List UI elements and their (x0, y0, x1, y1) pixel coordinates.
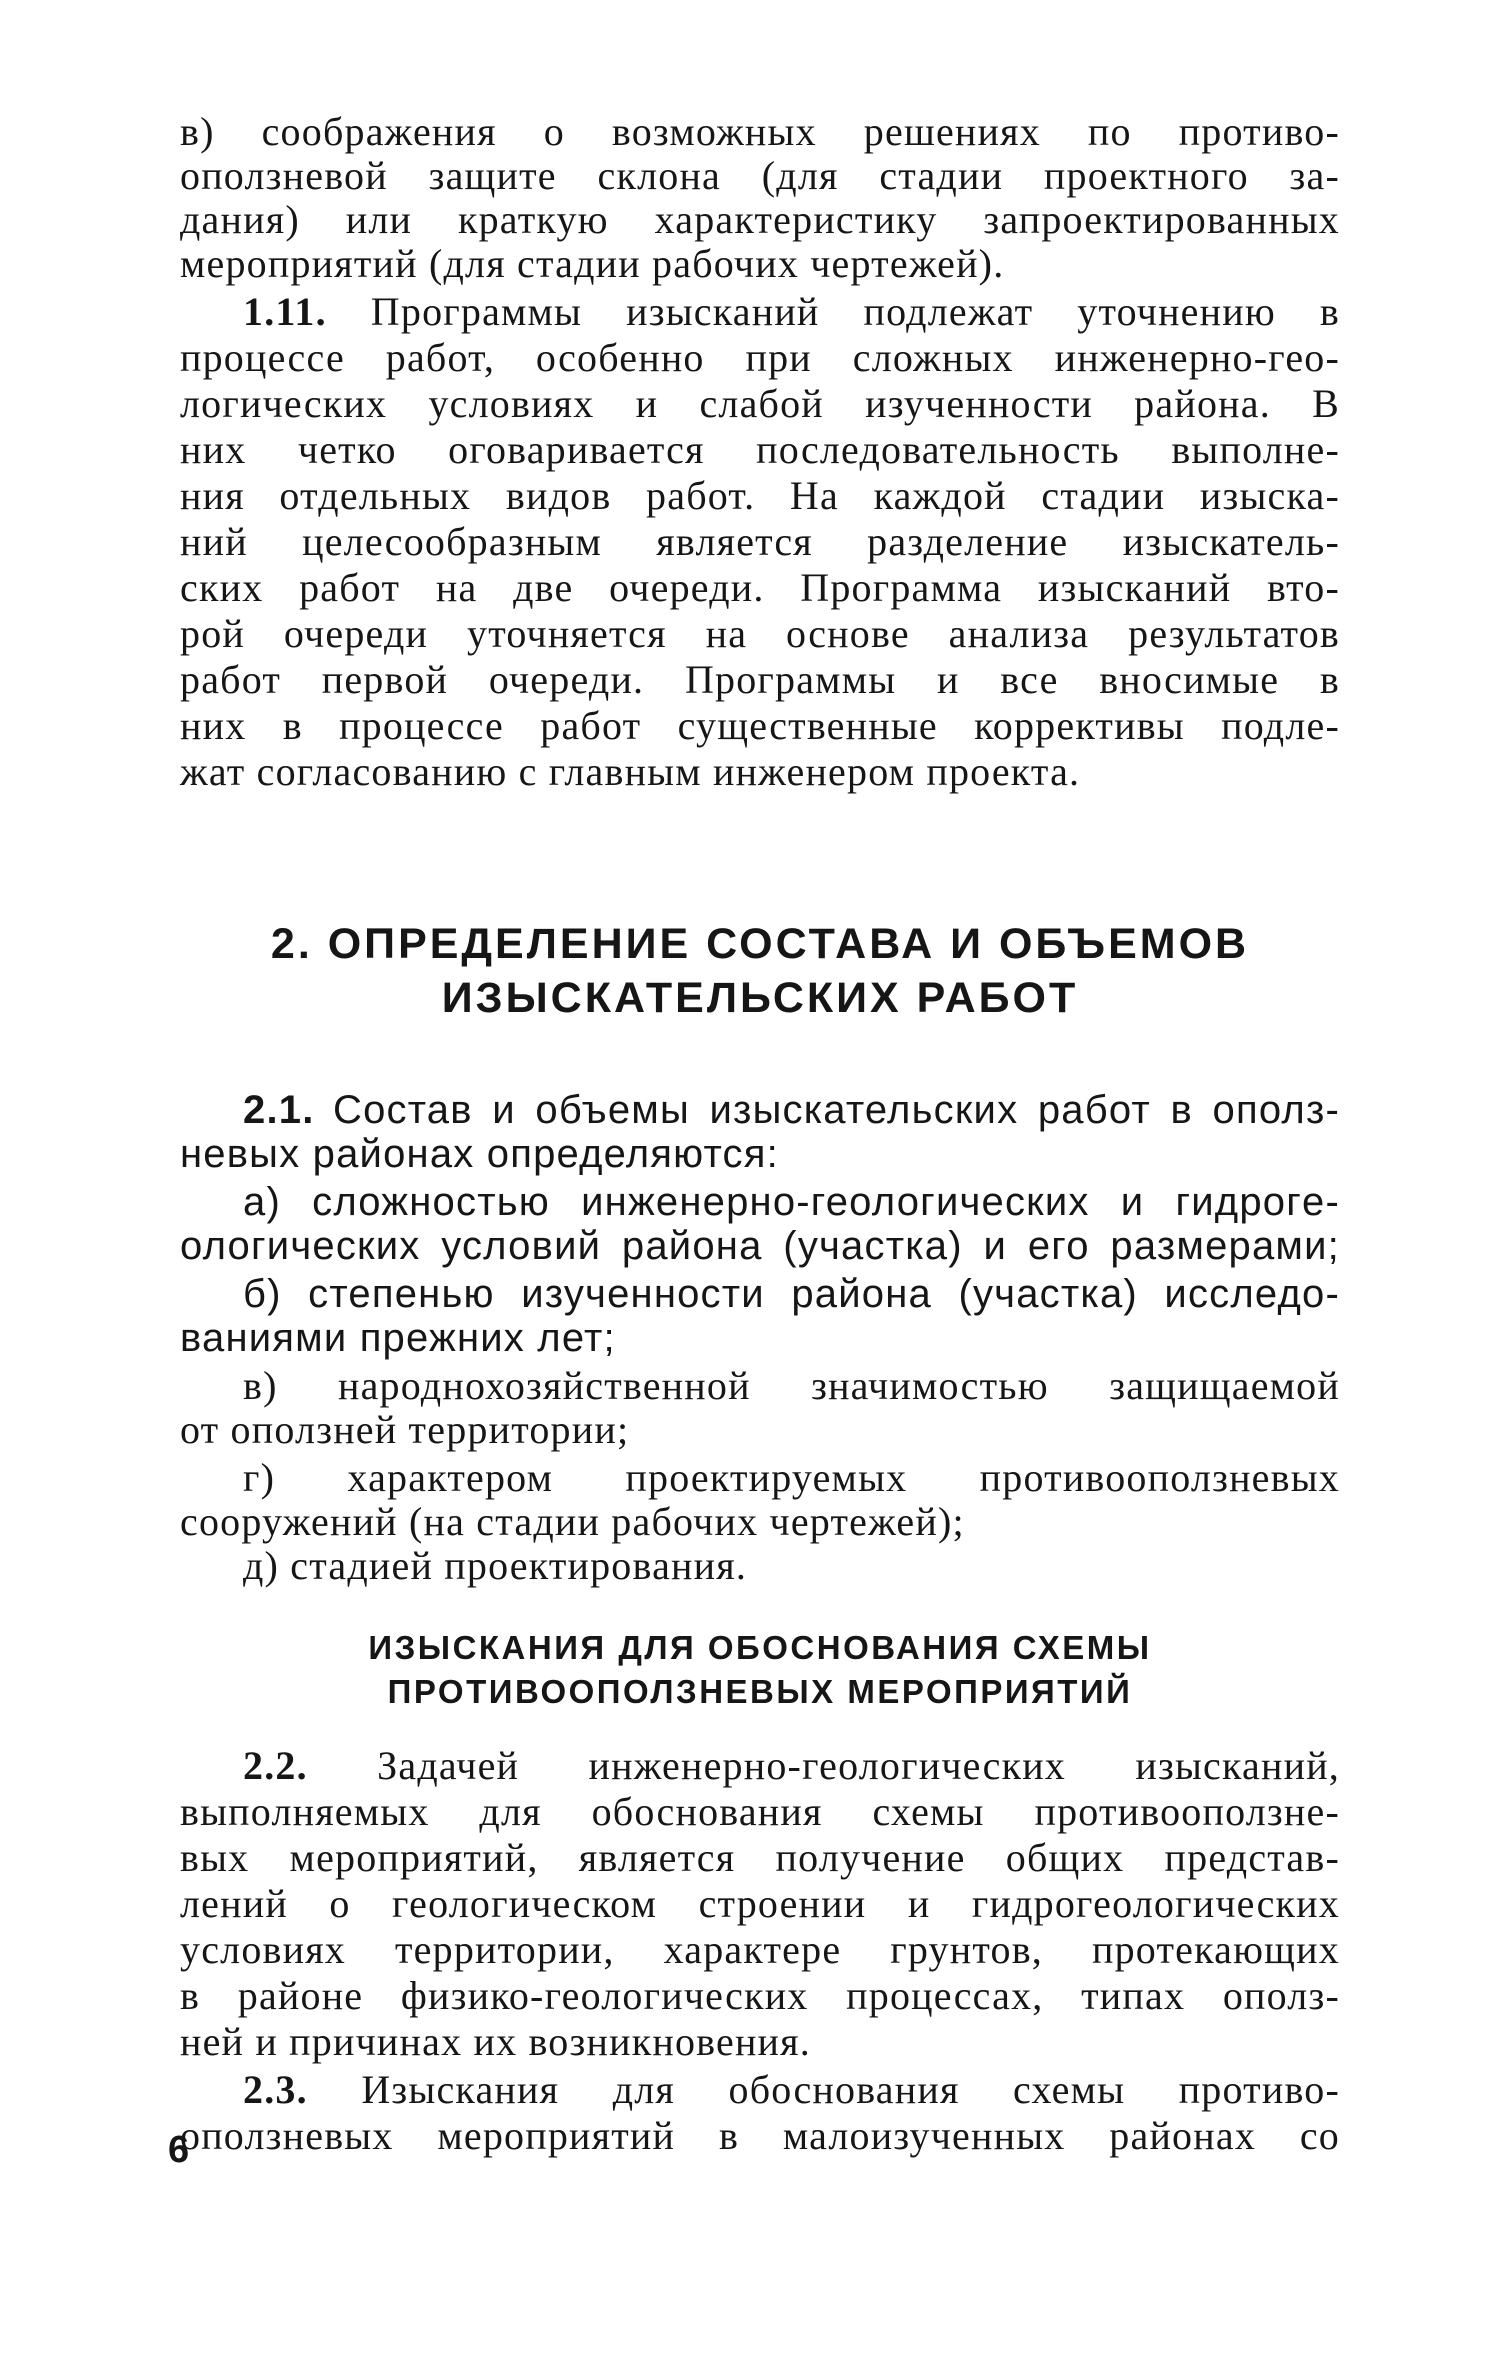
text-line: оползневой защите склона (для стадии проектного за- (180, 153, 1340, 198)
text-line: Задачей инженерно-геологических изысканий, (377, 1743, 1340, 1788)
paragraph-number: 2.1. (243, 1088, 315, 1132)
paragraph-number: 2.2. (243, 1743, 308, 1788)
text-line: логических условиях и слабой изученности района. В (180, 381, 1340, 426)
subsection-title-line1: ИЗЫСКАНИЯ ДЛЯ ОБОСНОВАНИЯ СХЕМЫ (368, 1629, 1152, 1666)
text-line: условиях территории, характере грунтов, протекающих (180, 1927, 1340, 1972)
paragraph-number: 1.11. (243, 289, 327, 334)
text-line: них четко оговаривается последовательность выполне- (180, 427, 1340, 472)
text-line: в) соображения о возможных решениях по противо- (180, 109, 1340, 154)
text-line: дания) или краткую характеристику запроектированных (180, 197, 1340, 242)
paragraph-2-3-first-line (243, 2068, 1340, 2112)
text-line: них в процессе работ существенные коррективы подле- (180, 703, 1340, 748)
list-item-a: а) сложностью инженерно-геологических и гидрогe- (243, 1180, 1340, 1224)
paragraph-2-2-first-line (243, 1744, 1340, 1788)
text-line: лений о геологическом строении и гидрогеологических (180, 1881, 1340, 1926)
text-line: Состав и объемы изыскательских работ в ополз- (333, 1088, 1341, 1132)
list-item-g: г) характером проектируемых противооползневых (243, 1455, 1340, 1500)
text-line: работ первой очереди. Программы и все вносимые в (180, 657, 1340, 702)
text-line: мероприятий (для стадии рабочих чертежей). (180, 241, 1005, 286)
section-2-title-line2: ИЗЫСКАТЕЛЬСКИХ РАБОТ (441, 974, 1079, 1022)
text-line: оползневых мероприятий в малоизученных районах со (180, 2113, 1340, 2158)
paragraph-2-1-first-line (243, 1088, 1340, 1132)
text-line: в районе физико-геологических процессах, типах ополз- (180, 1973, 1340, 2018)
list-item-v: в) народнохозяйственной значимостью защищаемой (243, 1363, 1340, 1408)
paragraph-number: 2.3. (243, 2067, 308, 2112)
paragraph-1-11-first-line (243, 290, 1340, 334)
text-line: невых районах определяются: (180, 1132, 779, 1176)
list-item-b: б) степенью изученности района (участка) исследо- (243, 1272, 1340, 1316)
list-item-d: д) стадией проектирования. (243, 1543, 748, 1588)
text-line: Изыскания для обоснования схемы противо- (361, 2067, 1340, 2112)
text-line: жат согласованию с главным инженером проекта. (180, 749, 1081, 794)
text-line: ний целесообразным является разделение изыскатель- (180, 519, 1340, 564)
text-line: вых мероприятий, является получение общих представ- (180, 1835, 1340, 1880)
text-line: ских работ на две очереди. Программа изысканий вто- (180, 565, 1340, 610)
page-number: 6 (168, 2129, 190, 2171)
text-line: ней и причинах их возникновения. (180, 2019, 811, 2064)
text-line: Программы изысканий подлежат уточнению в (370, 289, 1340, 334)
text-line: ваниями прежних лет; (180, 1316, 616, 1360)
text-line: выполняемых для обоснования схемы противооползне- (180, 1789, 1340, 1834)
text-line: рой очереди уточняется на основе анализа результатов (180, 611, 1340, 656)
text-line: ологических условий района (участка) и его размерами; (180, 1224, 1340, 1268)
text-line: сооружений (на стадии рабочих чертежей); (180, 1499, 965, 1544)
section-2-title-line1: 2. ОПРЕДЕЛЕНИЕ СОСТАВА И ОБЪЕМОВ (270, 920, 1250, 968)
subsection-title-line2: ПРОТИВООПОЛЗНЕВЫХ МЕРОПРИЯТИЙ (387, 1673, 1133, 1710)
text-line: от оползней территории; (180, 1407, 630, 1452)
text-line: ния отдельных видов работ. На каждой стадии изыска- (180, 473, 1340, 518)
text-line: процессе работ, особенно при сложных инженерно-гео- (180, 335, 1340, 380)
